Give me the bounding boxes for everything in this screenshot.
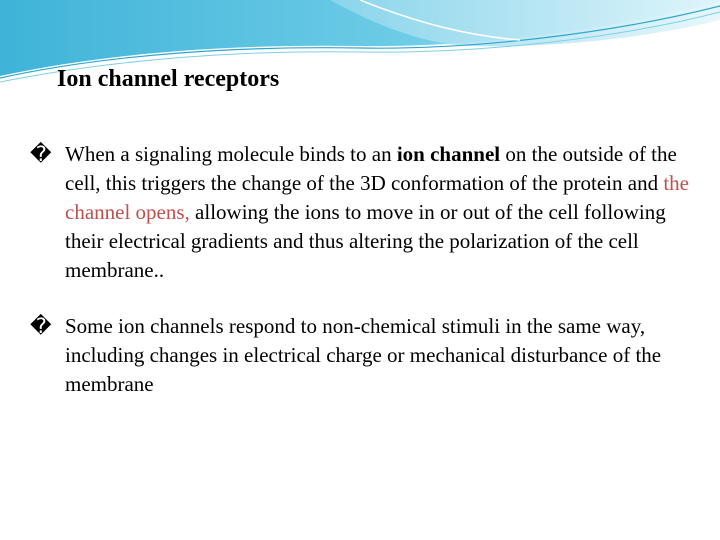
bullet-point-1 [30, 140, 690, 285]
point-1-channel-opens-highlight: the channel opens, [65, 171, 689, 224]
slide-title: Ion channel receptors [57, 66, 280, 92]
bullet-glyph: � [30, 314, 52, 338]
bullet-point-2 [30, 312, 690, 399]
point-1-text-a: When a signaling molecule binds to an [65, 142, 397, 166]
point-1-text-c: allowing the ions to move in or out of the cell following their electrical gradients and thus altering the polarization of the cell membrane.. [65, 200, 666, 282]
bullet-glyph: � [30, 142, 52, 166]
point-2-text: Some ion channels respond to non-chemical stimuli in the same way, including changes in electrical charge or mechanical disturbance of the membrane [65, 314, 662, 396]
point-1-ion-channel-term: ion channel [396, 142, 501, 166]
point-1-text-b: on the outside of the cell, this triggers the change of the 3D conformation of the protein and [65, 142, 677, 195]
slide-body [30, 140, 690, 399]
